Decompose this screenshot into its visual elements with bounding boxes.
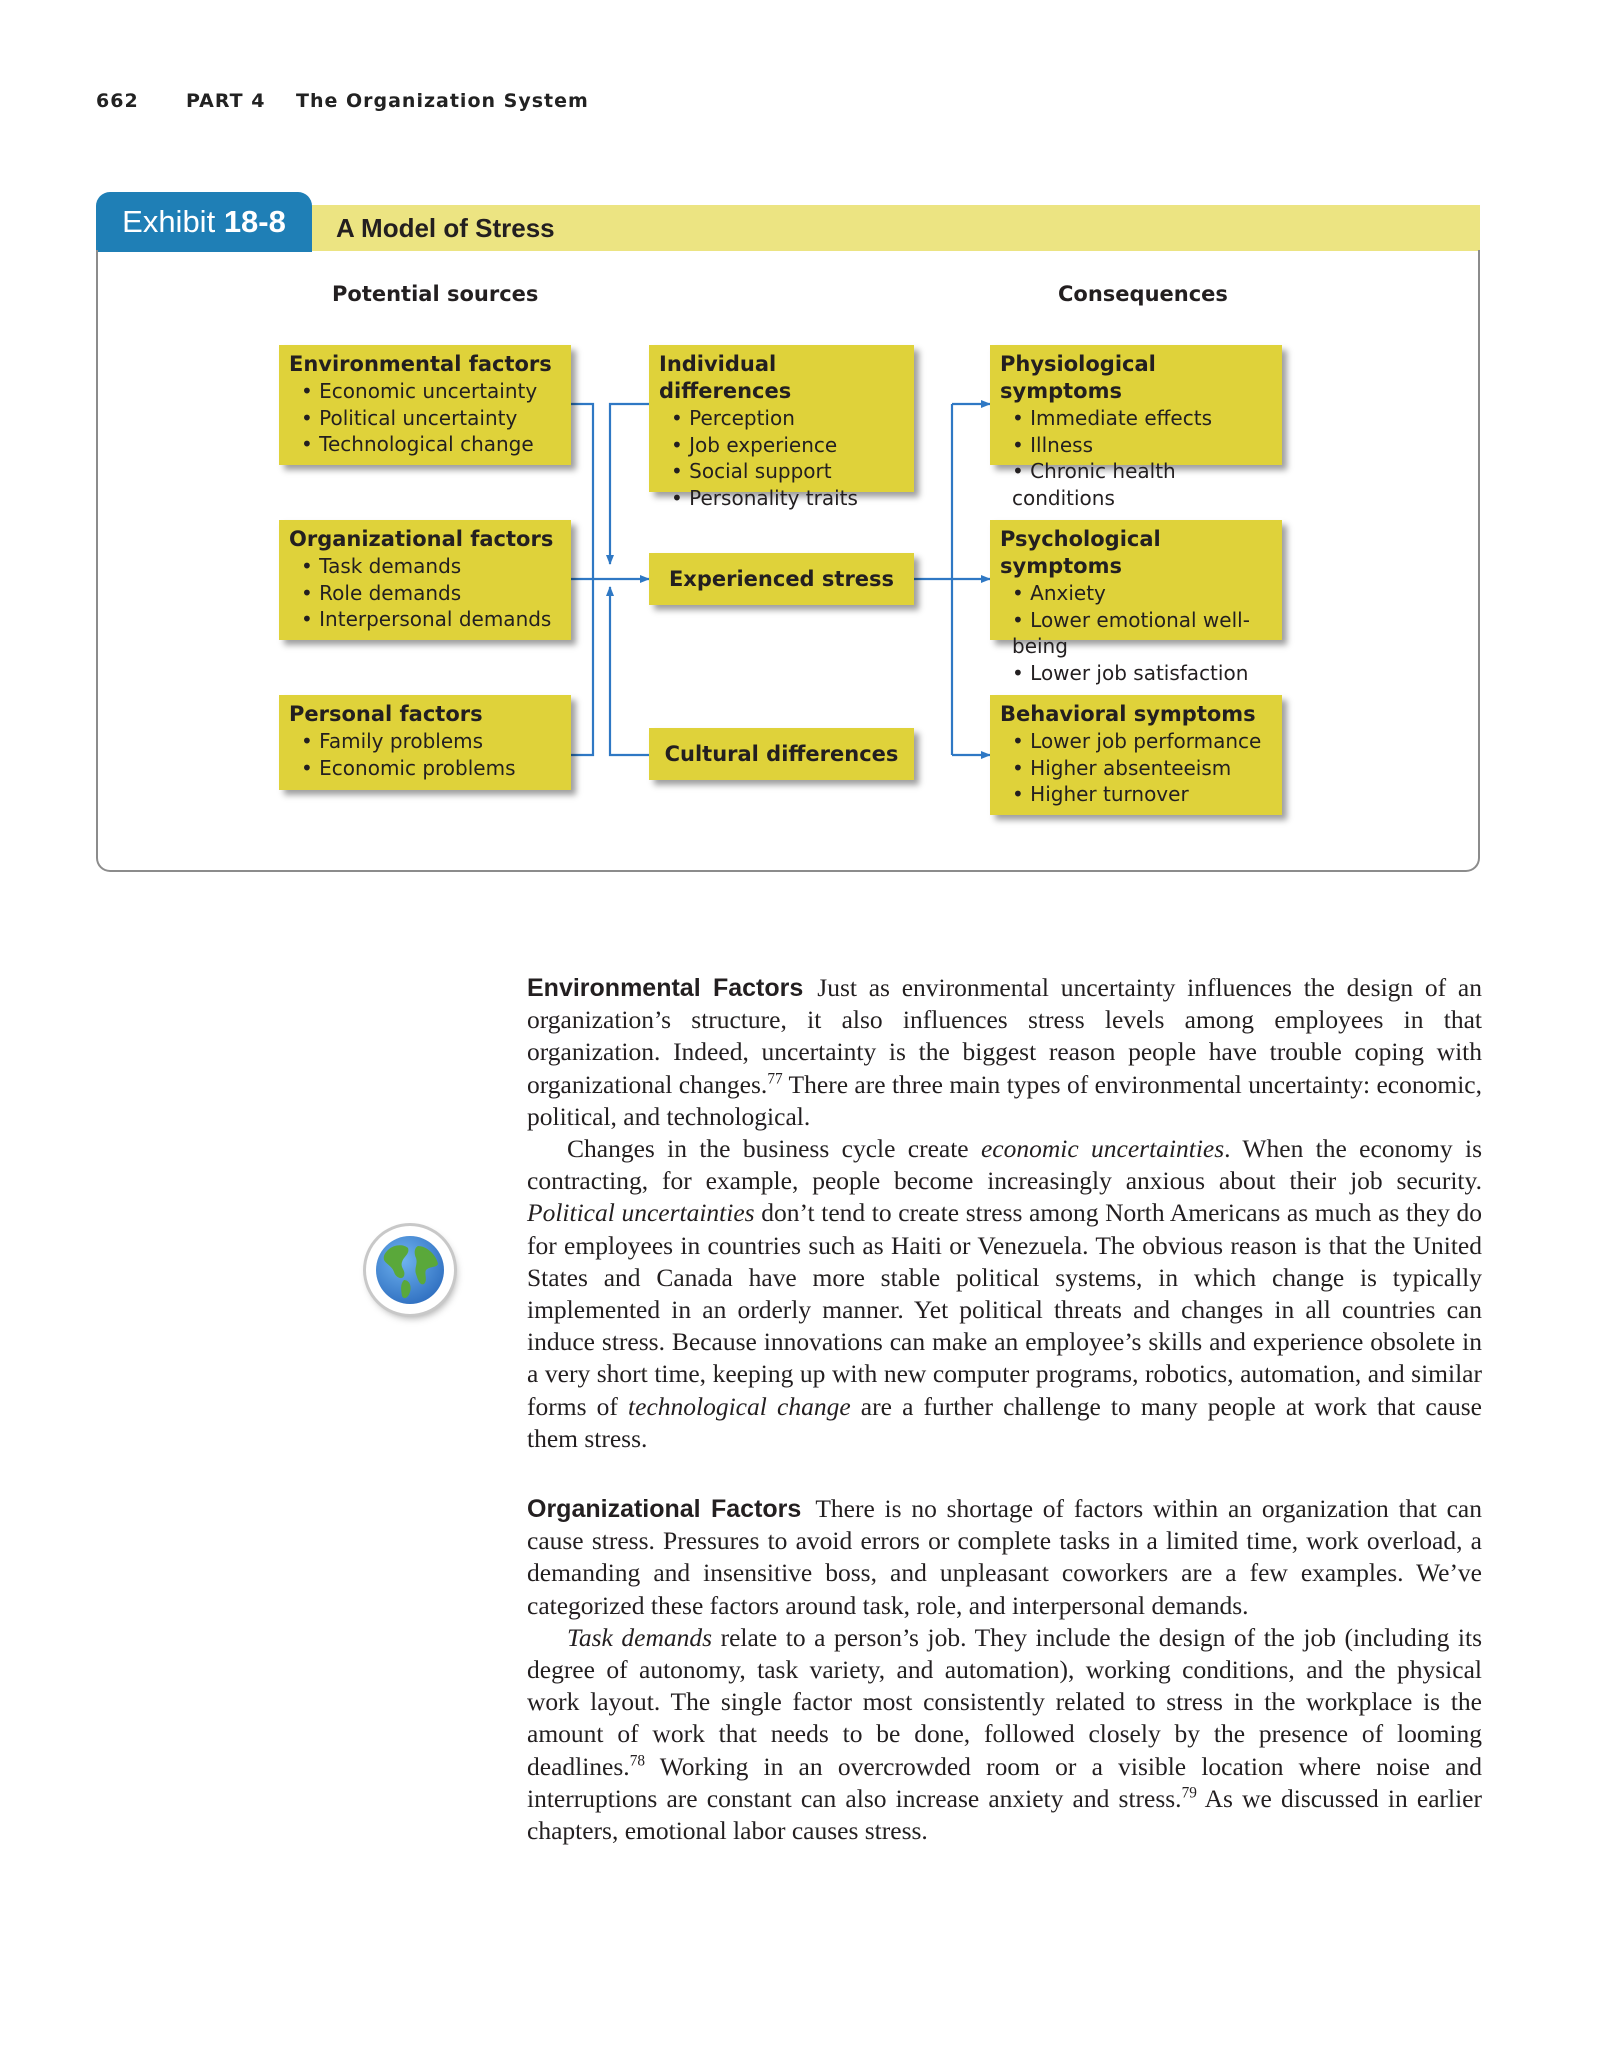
exhibit-title: A Model of Stress [312,205,1480,251]
box-psychological-symptoms [990,520,1282,685]
part-label: PART 4 [186,90,266,112]
column-head-potential-sources: Potential sources [332,282,539,306]
text-run: There is no shortage of factors within an organization that can cause stress. Pressures to avoid errors or complete tasks in a limited time, work overload, a demanding and insensitive boss, and unpleasant coworkers are a few examples. We’ve categorized these factors around task, role, and interpersonal demands. [527,1494,1483,1620]
box-cultural-differences [649,728,914,780]
box-experienced-stress [649,553,914,605]
list-item: • Social support [671,458,904,485]
list-item: • Technological change [301,431,561,458]
list-item: • Lower job satisfaction [1012,660,1272,687]
text-run: As we discussed in earlier chapters, emotional labor causes stress. [527,1783,1482,1846]
box-title: Behavioral symptoms [1000,702,1256,726]
text-run: are a further challenge to many people at work that cause them stress. [527,1391,1482,1453]
footnote-ref: 79 [1181,1784,1197,1802]
text-run: relate to a person’s job. They include the design of the job (including its degree of autonomy, task variety, and automation), working conditions, and the physical work layout. The single factor most consistently related to stress in the workplace is the amount of work that needs to be done, followed closely by the presence of looming deadlines. [527,1622,1482,1781]
list-item: • Lower emotional well-being [1012,607,1272,660]
list-item: • Chronic health conditions [1012,458,1272,511]
exhibit-number: 18-8 [223,204,286,239]
exhibit-tab [96,192,312,252]
list-item: • Interpersonal demands [301,606,561,633]
box-behavioral-symptoms [990,695,1282,815]
globe-icon [366,1226,454,1314]
box-physiological-symptoms [990,345,1282,510]
paragraph-organizational-1 [527,1493,1482,1622]
running-head [96,90,589,112]
box-title: Experienced stress [668,566,895,591]
heading-environmental-factors: Environmental Factors [527,974,804,1002]
term-emphasis: Task demands [567,1622,713,1652]
term-emphasis: economic uncertainties [980,1134,1225,1164]
list-item: • Economic uncertainty [301,378,561,405]
box-title: Physiological symptoms [1000,352,1156,403]
text-run: Just as environmental uncertainty influences the design of an organization’s structure, it also influences stress levels among employees in that organization. Indeed, uncertainty is the biggest reason people have trouble coping with organizational changes. [527,973,1482,1099]
text-run: Working in an overcrowded room or a visible location where noise and interruptions are constant can also increase anxiety and stress. [527,1751,1482,1813]
text-run: Changes in the business cycle create [567,1134,981,1164]
list-item: • Family problems [301,728,561,755]
term-emphasis: technological change [628,1391,851,1421]
heading-organizational-factors: Organizational Factors [527,1495,802,1524]
box-environmental-factors [279,345,571,465]
list-item: • Role demands [301,580,561,607]
text-run: . When the economy is contracting, for example, people become increasingly anxious about their job security. [527,1134,1482,1196]
list-item: • Illness [1012,432,1272,459]
list-item: • Job experience [671,432,904,459]
text-run: don’t tend to create stress among North Americans as much as they do for employees in countries such as Haiti or Venezuela. The obvious reason is that the United States and Canada have more stable political systems, in which change is typically implemented in an orderly manner. Yet political threats and changes in all countries can induce stress. Because innovations can make an employee’s skills and experience obsolete in a very short time, keeping up with new computer programs, robotics, automation, and similar forms of [527,1198,1482,1421]
box-title: Psychological symptoms [1000,527,1161,578]
text-run: There are three main types of environmental uncertainty: economic, political, and technological. [527,1069,1482,1131]
list-item: • Higher absenteeism [1012,755,1272,782]
paragraph-organizational-2 [527,1622,1482,1847]
list-item: • Personality traits [671,485,904,512]
box-title: Individual differences [659,352,792,403]
list-item: • Anxiety [1012,580,1272,607]
list-item: • Lower job performance [1012,728,1272,755]
list-item: • Economic problems [301,755,561,782]
box-organizational-factors [279,520,571,640]
paragraph-environmental-2 [527,1133,1482,1455]
box-personal-factors [279,695,571,790]
list-item: • Task demands [301,553,561,580]
box-individual-differences [649,345,914,510]
list-item: • Political uncertainty [301,405,561,432]
box-title: Environmental factors [289,352,552,376]
body-text [527,972,1482,1847]
box-title: Cultural differences [664,741,899,766]
list-item: • Perception [671,405,904,432]
page-number: 662 [96,90,139,112]
paragraph-environmental-1 [527,972,1482,1133]
section-title: The Organization System [296,90,589,112]
list-item: • Immediate effects [1012,405,1272,432]
footnote-ref: 77 [767,1070,783,1088]
term-emphasis: Political uncertainties [527,1198,755,1228]
box-title: Personal factors [289,702,483,726]
list-item: • Higher turnover [1012,781,1272,808]
exhibit-label: Exhibit [122,204,216,239]
box-title: Organizational factors [289,527,554,551]
footnote-ref: 78 [629,1752,645,1770]
column-head-consequences: Consequences [1058,282,1228,306]
